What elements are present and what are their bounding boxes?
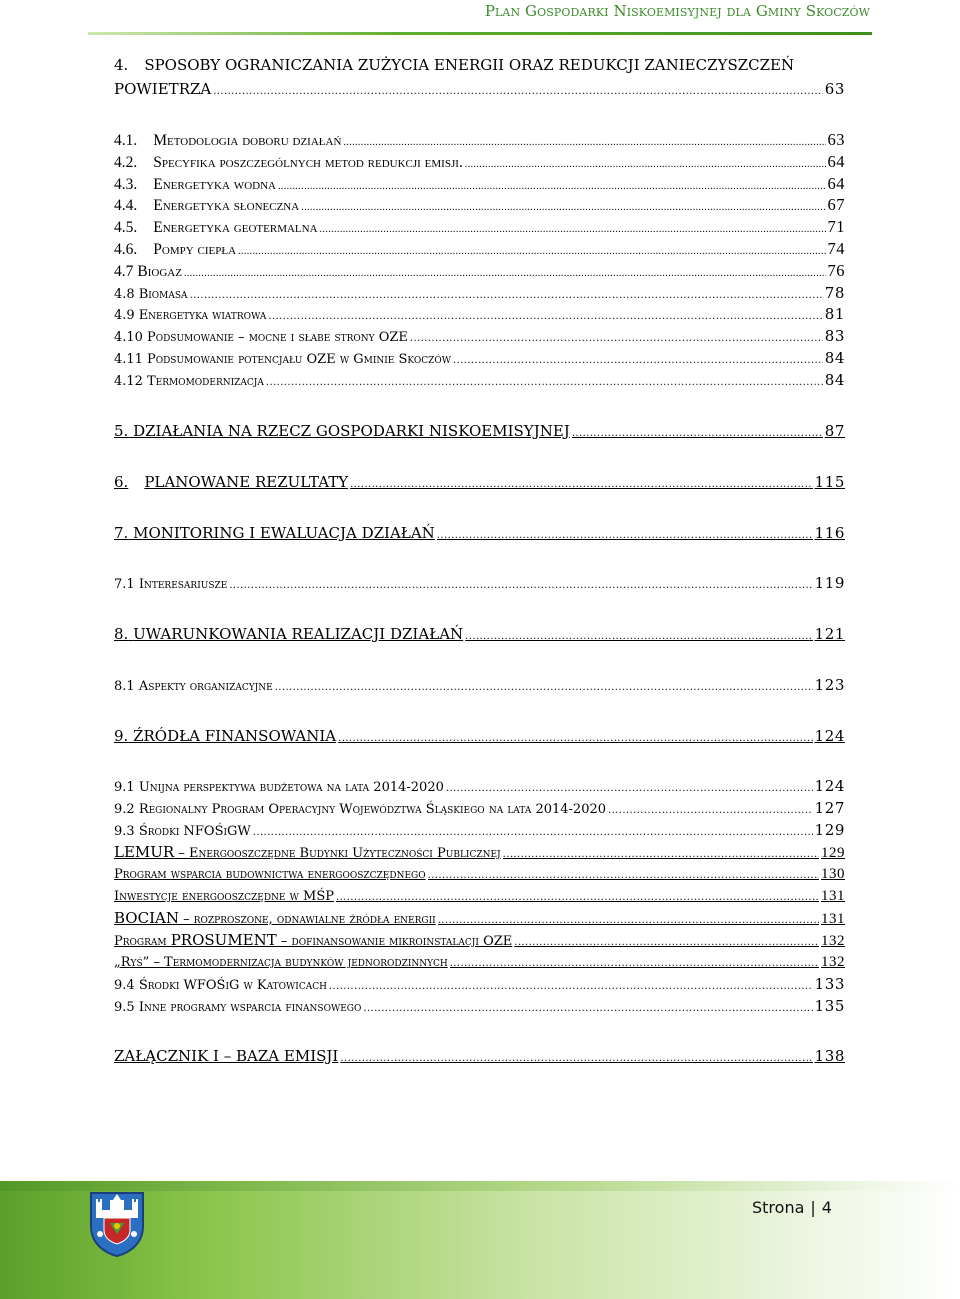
toc-page-number: 115 bbox=[814, 473, 845, 491]
toc-entry-title: Energetyka geotermalna bbox=[153, 219, 318, 236]
toc-entry-4-12[interactable] bbox=[114, 369, 845, 391]
toc-entry-title: „Ryś” bbox=[114, 955, 150, 970]
toc-page-number: 71 bbox=[827, 217, 845, 236]
toc-entry-number: 4.1. bbox=[114, 132, 138, 149]
toc-entry-title: Program bbox=[114, 934, 171, 949]
toc-entry-title: Termomodernizacja bbox=[146, 374, 264, 389]
toc-entry-zalacznik[interactable] bbox=[114, 1045, 845, 1067]
toc-entry-8-1[interactable] bbox=[114, 674, 845, 696]
header-divider bbox=[88, 32, 872, 35]
toc-entry-title-cont: – Termomodernizacja budynków jednorodzinnych bbox=[149, 955, 448, 970]
toc-entry-4-4[interactable] bbox=[114, 194, 845, 216]
toc-leader-dots bbox=[572, 423, 823, 445]
toc-entry-6[interactable] bbox=[114, 471, 845, 493]
toc-entry-bocian[interactable] bbox=[114, 907, 845, 929]
coat-of-arms-icon bbox=[88, 1190, 146, 1258]
toc-page-number: 132 bbox=[821, 954, 845, 970]
toc-entry-prosument[interactable] bbox=[114, 929, 845, 951]
toc-entry-title: SPOSOBY OGRANICZANIA ZUŻYCIA ENERGII ORAZ REDUKCJI ZANIECZYSZCZEŃ bbox=[144, 56, 795, 74]
toc-page-number: 64 bbox=[827, 174, 845, 193]
toc-leader-dots bbox=[465, 626, 812, 648]
toc-entry-number: 4.2. bbox=[114, 154, 138, 171]
toc-entry-title: UWARUNKOWANIA REALIZACJI DZIAŁAŃ bbox=[133, 625, 464, 643]
toc-page-number: 129 bbox=[821, 845, 845, 861]
toc-entry-number: 9.5 bbox=[114, 1000, 135, 1015]
toc-entry-4-9[interactable] bbox=[114, 303, 845, 325]
toc-entry-number: 4.11 bbox=[114, 352, 143, 367]
toc-leader-dots bbox=[363, 998, 812, 1020]
page-label: Strona bbox=[752, 1198, 805, 1217]
toc-entry-number: 9.3 bbox=[114, 824, 135, 839]
toc-entry-4-7[interactable] bbox=[114, 260, 845, 282]
toc-entry-title: Biogaz bbox=[137, 263, 182, 280]
toc-entry-number: 7.1 bbox=[114, 577, 135, 592]
toc-entry-title: Interesariusze bbox=[138, 577, 228, 592]
toc-page-number: 130 bbox=[821, 866, 845, 882]
toc-entry-9-2[interactable] bbox=[114, 797, 845, 819]
toc-entry-title: BOCIAN bbox=[114, 909, 179, 927]
toc-entry-number: 4.10 bbox=[114, 330, 143, 345]
page-separator: | bbox=[810, 1198, 816, 1217]
toc-entry-title: MONITORING I EWALUACJA DZIAŁAŃ bbox=[133, 524, 435, 542]
toc-entry-title: Inne programy wsparcia finansowego bbox=[138, 1000, 362, 1015]
toc-entry-title: Środki NFOŚiGW bbox=[138, 824, 251, 839]
toc-entry-4-10[interactable] bbox=[114, 325, 845, 347]
toc-entry-title: Specyfika poszczególnych metod redukcji emisji. bbox=[153, 154, 463, 171]
toc-page-number: 74 bbox=[827, 239, 845, 258]
toc-entry-8[interactable] bbox=[114, 623, 845, 645]
toc-entry-4-1[interactable] bbox=[114, 129, 845, 151]
toc-entry-9-1[interactable] bbox=[114, 775, 845, 797]
page-number-footer bbox=[752, 1195, 832, 1221]
toc-entry-4[interactable] bbox=[114, 54, 845, 102]
toc-page-number: 124 bbox=[814, 727, 845, 745]
toc-page-number: 64 bbox=[827, 152, 845, 171]
toc-page-number: 135 bbox=[814, 997, 845, 1015]
toc-leader-dots bbox=[350, 474, 812, 496]
toc-entry-7-1[interactable] bbox=[114, 572, 845, 594]
toc-entry-number: 4.6. bbox=[114, 241, 138, 258]
toc-entry-9-3[interactable] bbox=[114, 819, 845, 841]
toc-page-number: 127 bbox=[814, 799, 845, 817]
toc-entry-number: 4.12 bbox=[114, 374, 143, 389]
toc-page-number: 84 bbox=[824, 371, 845, 389]
toc-leader-dots bbox=[437, 525, 813, 547]
toc-page-number: 87 bbox=[824, 422, 845, 440]
toc-entry-title: Aspekty organizacyjne bbox=[138, 679, 273, 694]
toc-entry-program-wsparcia[interactable] bbox=[114, 863, 845, 885]
toc-entry-title: LEMUR bbox=[114, 843, 175, 861]
toc-page-number: 119 bbox=[814, 574, 845, 592]
toc-entry-title: PLANOWANE REZULTATY bbox=[144, 473, 349, 491]
toc-page-number: 132 bbox=[821, 933, 845, 949]
toc-entry-number: 6. bbox=[114, 473, 129, 491]
toc-entry-number: 4.8 bbox=[114, 287, 135, 302]
toc-page-number: 84 bbox=[824, 349, 845, 367]
toc-entry-title-cont: PROSUMENT bbox=[170, 931, 277, 949]
toc-entry-9-4[interactable] bbox=[114, 973, 845, 995]
toc-leader-dots bbox=[229, 575, 812, 597]
toc-entry-number: 4.5. bbox=[114, 219, 138, 236]
toc-entry-5[interactable] bbox=[114, 420, 845, 442]
toc-entry-title: ŹRÓDŁA FINANSOWANIA bbox=[133, 727, 337, 745]
toc-entry-title: Metodologia doboru działań bbox=[153, 132, 342, 149]
toc-entry-number: 9. bbox=[114, 727, 129, 745]
toc-entry-title: Biomasa bbox=[138, 287, 188, 302]
toc-entry-inwestycje[interactable] bbox=[114, 885, 845, 907]
toc-entry-number: 5. bbox=[114, 422, 129, 440]
toc-entry-title: Energetyka słoneczna bbox=[153, 197, 300, 214]
toc-entry-title: Inwestycje energooszczędne w MŚP bbox=[114, 889, 334, 904]
toc-entry-4-2[interactable] bbox=[114, 151, 845, 173]
toc-entry-title-cont: POWIETRZA bbox=[114, 80, 212, 98]
toc-page-number: 124 bbox=[814, 777, 845, 795]
toc-entry-4-5[interactable] bbox=[114, 216, 845, 238]
toc-entry-number: 9.1 bbox=[114, 780, 135, 795]
toc-entry-title: Środki WFOŚiG w Katowicach bbox=[138, 978, 327, 993]
toc-leader-dots bbox=[428, 865, 819, 887]
toc-entry-4-11[interactable] bbox=[114, 347, 845, 369]
toc-leader-dots bbox=[450, 953, 819, 975]
toc-entry-title: Unijna perspektywa budżetowa na lata 2014-2020 bbox=[138, 780, 444, 795]
toc-entry-9[interactable] bbox=[114, 725, 845, 747]
toc-entry-9-5[interactable] bbox=[114, 995, 845, 1017]
toc-page-number: 123 bbox=[814, 676, 845, 694]
toc-entry-title: Regionalny Program Operacyjny Województwa Śląskiego na lata 2014-2020 bbox=[138, 802, 607, 817]
toc-entry-number: 9.4 bbox=[114, 978, 135, 993]
toc-leader-dots bbox=[266, 372, 823, 394]
toc-entry-lemur[interactable] bbox=[114, 841, 845, 863]
page-header-title: Plan Gospodarki Niskoemisyjnej dla Gminy Skoczów bbox=[484, 2, 870, 20]
toc-entry-number: 4. bbox=[114, 56, 129, 74]
toc-page-number: 83 bbox=[824, 327, 845, 345]
toc-entry-title: Podsumowanie – mocne i słabe strony OZE bbox=[146, 330, 408, 345]
toc-entry-number: 4.4. bbox=[114, 197, 138, 214]
toc-entry-title-cont: – rozproszone, odnawialne źródła energii bbox=[178, 912, 436, 927]
toc-entry-4-6[interactable] bbox=[114, 238, 845, 260]
toc-page-number: 121 bbox=[814, 625, 845, 643]
toc-leader-dots bbox=[338, 728, 812, 750]
toc-entry-title: Energetyka wiatrowa bbox=[138, 308, 267, 323]
page-value: 4 bbox=[821, 1198, 832, 1217]
toc-leader-dots bbox=[336, 887, 819, 909]
toc-entry-number: 8. bbox=[114, 625, 129, 643]
toc-entry-4-8[interactable] bbox=[114, 282, 845, 304]
toc-entry-number: 4.3. bbox=[114, 176, 138, 193]
toc-leader-dots bbox=[213, 81, 822, 103]
toc-page-number: 131 bbox=[821, 911, 845, 927]
toc-entry-7[interactable] bbox=[114, 522, 845, 544]
toc-page-number: 131 bbox=[821, 888, 845, 904]
toc-page-number: 116 bbox=[814, 524, 845, 542]
toc-entry-title-cont: – Energooszczędne Budynki Użyteczności Publicznej bbox=[174, 846, 501, 861]
toc-entry-title: Podsumowanie potencjału OZE w Gminie Skoczów bbox=[146, 352, 452, 367]
toc-entry-title: Pompy ciepła bbox=[153, 241, 237, 258]
toc-page-number: 133 bbox=[814, 975, 845, 993]
toc-page-number: 63 bbox=[827, 130, 845, 149]
toc-page-number: 78 bbox=[824, 284, 845, 302]
toc-leader-dots bbox=[275, 677, 813, 699]
toc-page-number: 76 bbox=[827, 261, 845, 280]
toc-entry-number: 4.9 bbox=[114, 308, 135, 323]
toc-entry-title: Energetyka wodna bbox=[153, 176, 276, 193]
toc-page-number: 138 bbox=[814, 1047, 845, 1065]
toc-page-number: 63 bbox=[824, 80, 845, 98]
toc-page-number: 67 bbox=[827, 195, 845, 214]
toc-entry-title-cont: – dofinansowanie mikroinstalacji OZE bbox=[276, 934, 513, 949]
toc-entry-number: 7. bbox=[114, 524, 129, 542]
toc-page-number: 81 bbox=[824, 305, 845, 323]
toc-entry-title: ZAŁĄCZNIK I – BAZA EMISJI bbox=[114, 1047, 339, 1065]
toc-entry-number: 4.7 bbox=[114, 263, 134, 280]
toc-entry-title: DZIAŁANIA NA RZECZ GOSPODARKI NISKOEMISYJNEJ bbox=[133, 422, 570, 440]
toc-entry-rys[interactable] bbox=[114, 951, 845, 973]
toc-entry-number: 9.2 bbox=[114, 802, 135, 817]
toc-leader-dots bbox=[340, 1048, 812, 1070]
toc-entry-number: 8.1 bbox=[114, 679, 135, 694]
toc-page-number: 129 bbox=[814, 821, 845, 839]
toc-entry-title: Program wsparcia budownictwa energooszczędnego bbox=[114, 867, 426, 882]
toc-entry-4-3[interactable] bbox=[114, 173, 845, 195]
